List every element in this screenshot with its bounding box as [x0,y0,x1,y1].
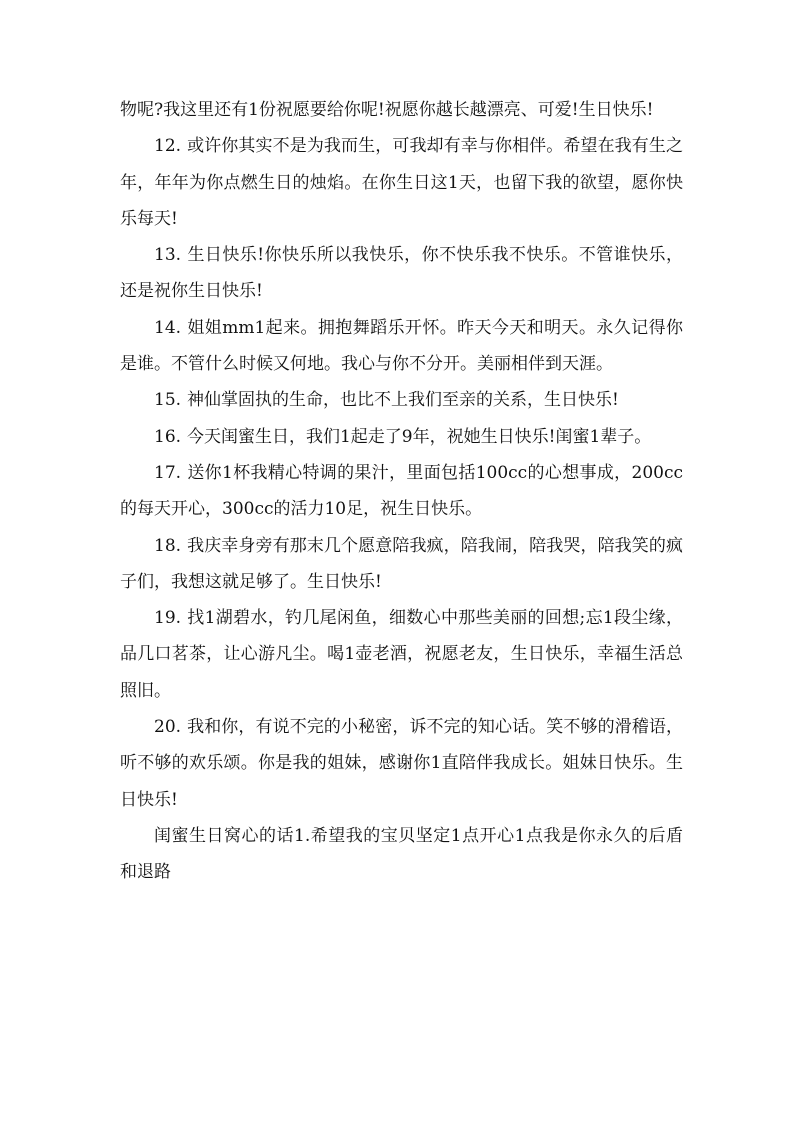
paragraph-text: 或许你其实不是为我而生，可我却有幸与你相伴。希望在我有生之年，年年为你点燃生日的烛焰。在你生日这1天，也留下我的欲望，愿你快乐每天! [120,136,683,229]
paragraph-number: 19. [154,608,182,629]
paragraph-text: 物呢?我这里还有1份祝愿要给你呢!祝愿你越长越漂亮、可爱!生日快乐! [120,100,654,120]
paragraph-text: 生日快乐!你快乐所以我快乐，你不快乐我不快乐。不管谁快乐，还是祝你生日快乐! [120,245,683,302]
paragraph-20 [120,709,683,818]
paragraph-text: 神仙掌固执的生命，也比不上我们至亲的关系，生日快乐! [186,390,619,411]
document-body [120,92,683,891]
paragraph-text: 今天闺蜜生日，我们1起走了9年，祝她生日快乐!闺蜜1辈子。 [186,426,652,447]
paragraph-text: 我庆幸身旁有那末几个愿意陪我疯，陪我闹，陪我哭，陪我笑的疯子们，我想这就足够了。生日快乐! [120,535,683,592]
paragraph-16 [120,419,683,455]
paragraph-continuation [120,92,683,128]
paragraph-closing [120,818,683,891]
paragraph-text: 姐姐mm1起来。拥抱舞蹈乐开怀。昨天今天和明天。永久记得你是谁。不管什么时候又何地。我心与你不分开。美丽相伴到天涯。 [120,317,683,375]
paragraph-number: 20. [154,717,182,738]
paragraph-17 [120,455,683,528]
paragraph-text: 找1湖碧水，钓几尾闲鱼，细数心中那些美丽的回想;忘1段尘缘，品几口茗茶，让心游凡尘。喝1壶老酒，祝愿老友，生日快乐，幸福生活总照旧。 [120,608,683,701]
paragraph-text: 闺蜜生日窝心的话1.希望我的宝贝坚定1点开心1点我是你永久的后盾和退路 [120,825,683,883]
paragraph-number: 14. [154,317,182,338]
paragraph-19 [120,600,683,709]
paragraph-12 [120,128,683,237]
paragraph-14 [120,310,683,383]
paragraph-number: 15. [154,390,182,411]
paragraph-18 [120,528,683,601]
paragraph-number: 12. [154,136,182,157]
paragraph-number: 16. [154,426,182,447]
paragraph-text: 我和你，有说不完的小秘密，诉不完的知心话。笑不够的滑稽语，听不够的欢乐颂。你是我的姐妹，感谢你1直陪伴我成长。姐妹日快乐。生日快乐! [120,717,683,810]
paragraph-15 [120,382,683,418]
paragraph-number: 13. [154,245,182,266]
paragraph-number: 17. [154,462,182,483]
paragraph-text: 送你1杯我精心特调的果汁，里面包括100cc的心想事成，200cc的每天开心，300cc的活力10足，祝生日快乐。 [120,462,683,520]
paragraph-13 [120,237,683,310]
paragraph-number: 18. [154,535,182,556]
